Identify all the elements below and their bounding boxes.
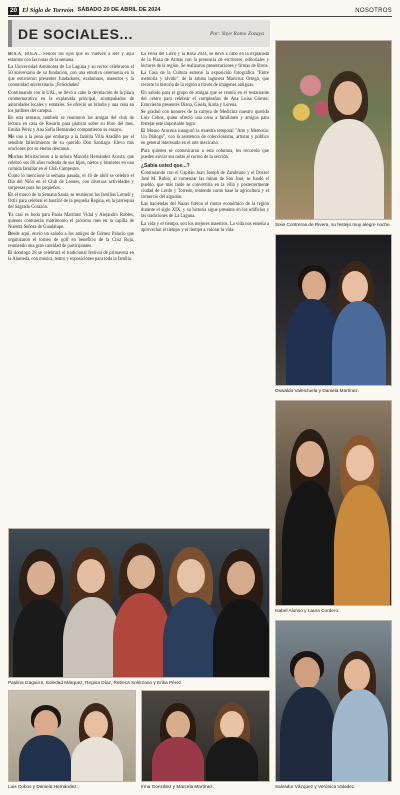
paragraph: En esta semana, también se reunieron las amigas del club de lectura en casa de Rosario para platicar sobre su libro del mes, Emilia Pérez y Ana Sofía Hernández compartieron su ensayo. bbox=[8, 116, 134, 134]
paragraph: La Universidad Autónoma de La Laguna y su rector celebraron el 50 aniversario de su fundación, con una emotiva ceremonia en la que estuvieron presentes fundadores, exalumnos, maestros y la comunidad universitaria. ¡Felicidades! bbox=[8, 65, 134, 89]
photo-bottom-2 bbox=[141, 690, 270, 782]
paragraph: Desde aquí, envío un saludo a los amigos de Gómez Palacio que organizaron el torneo de golf en beneficio de la Cruz Roja, reuniendo una gran cantidad de participantes. bbox=[8, 232, 134, 250]
issue-date: SÁBADO 20 DE ABRIL DE 2024 bbox=[77, 7, 161, 14]
article-byline: Por: Yaye Romo Zozaya bbox=[209, 30, 264, 37]
photo-group bbox=[8, 528, 270, 678]
paragraph: Se graduó con honores de la carrera de Medicina nuestro querido Luis Cobos, quien ofreció una cena a familiares y amigos para festejar este importante logro. bbox=[141, 109, 269, 128]
paragraph: El Museo Arocena inauguró la muestra temporal "Arte y Memoria: Un Diálogo", con la asistencia de coleccionistas, artistas y público en general interesado en el arte mexicano. bbox=[141, 129, 269, 147]
text-column-1 bbox=[8, 52, 134, 522]
article-title-bar bbox=[8, 20, 270, 47]
paragraph: Para quienes se comunicaron a esta columna, les recuerdo que pueden enviar sus notas al correo de la sección. bbox=[141, 148, 269, 160]
text-column-2 bbox=[141, 52, 269, 472]
paragraph: El domingo 28 se celebrará el tradicional festival de primavera en la Alameda, con música, teatro y exposiciones para toda la familia. bbox=[8, 251, 134, 263]
paragraph: Ya casi es boda para Paola Martínez Vidal y Alejandro Robles, quienes contraerán matrimonio el próximo mes en la capilla de Nuestra Señora de Guadalupe. bbox=[8, 212, 134, 230]
paragraph: Continuando con la UAL, se llevó a cabo la develación de la placa conmemorativa en la explanada principal, acompañados de autoridades locales y estatales. Se ofreció un brindis y una cena en los jardines del campus. bbox=[8, 90, 134, 114]
photo-right-3 bbox=[275, 400, 392, 606]
paragraph: La vida y el tiempo, son los mejores maestros. La vida nos enseña a aprovechar el tiempo y el tiempo a valorar la vida. bbox=[141, 221, 269, 233]
photo-bottom-1 bbox=[8, 690, 136, 782]
caption-top-right: Sixie Contreras de Rivera, su festejo muy alegre noche. bbox=[275, 222, 391, 227]
photo-top-right bbox=[275, 40, 392, 220]
caption-mid-right: Oswaldo Valenzuela y Daniela Martínez. bbox=[275, 388, 360, 393]
paragraph: Continuando con el Capitán Juan Joseph de Zambrano y el Doctor José M. Rubio, al comenzar las minas de San José, se fundó el pueblo, que más tarde se convertiría en la villa y posteriormente ciudad de Lerdo y Torreón, teniendo como base la agricultura y el comercio del algodón. bbox=[141, 170, 269, 200]
caption-bottom-1: Luis Cobos y Daniela Hernández. bbox=[8, 784, 78, 789]
photo-bottom-3 bbox=[275, 620, 392, 782]
paragraph: La Feria del Libro y la Rosa 2024, se llevó a cabo en la explanada de la Plaza de Armas con la presencia de escritores, editoriales y lectores de la región. Se realizaron presentaciones y firmas de libros. bbox=[141, 52, 269, 70]
caption-bottom-2: Irma González y Marcela Martínez. bbox=[141, 784, 214, 789]
section-name: NOSOTROS bbox=[355, 8, 392, 14]
page-header bbox=[8, 6, 392, 17]
paragraph: Un saludo para el grupo de amigas que se reunió en el restaurante del centro para celebrar el cumpleaños de Ana Luisa Gómez. Estuvieron presentes Diana, Gisela, Karla y Lorena. bbox=[141, 90, 269, 108]
caption-group: Paulina Izaguirre, Soledad Márquez, Regina Díaz, Rebeca Solórzano y Erika Pérez. bbox=[8, 680, 183, 685]
caption-bottom-3: Salvador Vázquez y Verónica Valadez. bbox=[275, 784, 356, 789]
paragraph: Me uno a la pena que embarga a la familia Villa Aradillo por el sensible fallecimiento de su querido Don Santiago. Elevo mis oraciones por su eterno descanso. bbox=[8, 135, 134, 153]
page-number: 20 bbox=[10, 6, 18, 14]
paragraph: Como lo mencioné la semana pasada, el 16 de abril se celebró el Día del Niño en el Club de Leones, con diversas actividades y sorpresas para los pequeños. bbox=[8, 174, 134, 192]
paragraph: Muchas felicitaciones a la señora Marcela Hernández Acosta, que celebró sus 80 años rodeada de sus hijos, nietos y bisnietos en una comida familiar en el Club Campestre. bbox=[8, 154, 134, 172]
photo-mid-right bbox=[275, 234, 392, 386]
paragraph: HOLA, HOLA... Felices los ojos que os vuelven a leer y aquí estamos con las notas de la semana. bbox=[8, 52, 134, 64]
paragraph: Las haciendas del Nazas fueron el motor económico de la región durante el siglo XIX, y su historia sigue presente en los edificios y las tradiciones de La Laguna. bbox=[141, 202, 269, 220]
column-subhead: ¿Sabía usted que...? bbox=[141, 162, 190, 169]
paragraph: En el marco de la Semana Santa, se reunieron las familias Lomelí y Ortiz para celebrar el bautizo de la pequeña Regina, en la parroquia del Sagrado Corazón. bbox=[8, 193, 134, 211]
paragraph: La Casa de la Cultura estrenó la exposición fotográfica "Entre memoria y olvido", de la artista lagunera Maricruz Ortega, que recorre la historia de la región a través de imágenes antiguas. bbox=[141, 71, 269, 89]
article-title: DE SOCIALES... bbox=[18, 25, 133, 42]
newspaper-name: El Siglo de Torreón bbox=[22, 6, 74, 14]
caption-right-3: Isabel Alonso y Laura Cordero. bbox=[275, 608, 340, 613]
